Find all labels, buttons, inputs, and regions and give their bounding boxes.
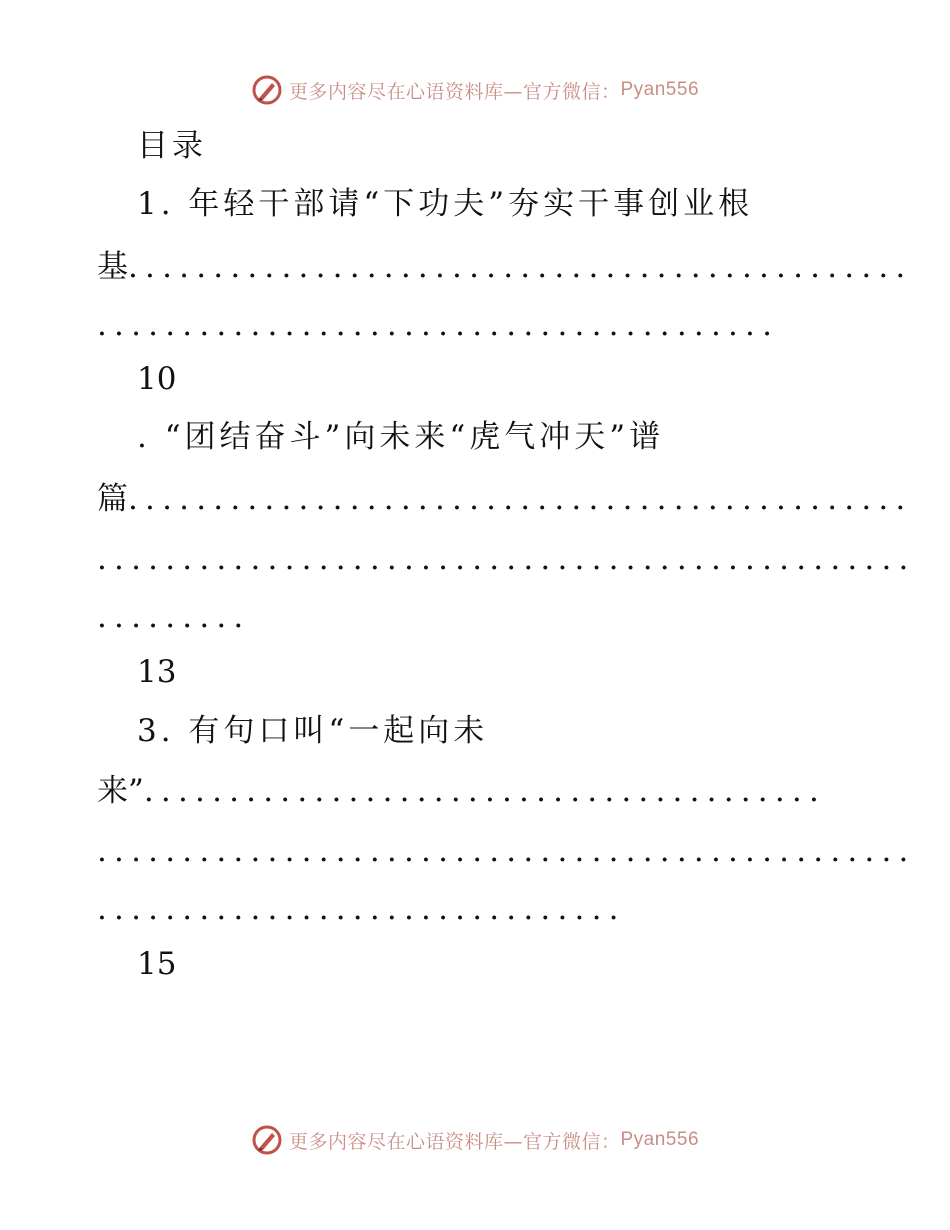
toc-entry-3-title-cont: 来”	[97, 773, 144, 809]
toc-entry-1-dots: ..............................................	[128, 249, 913, 285]
toc-entry-3-dots-3: ...............................	[97, 891, 626, 927]
toc-entry-1-leader	[0, 238, 950, 296]
footer-banner-text: 更多内容尽在心语资料库—官方微信：	[288, 1130, 621, 1153]
header-wechat-id: Pyan556	[620, 79, 700, 100]
toc-entry-1-dots-2: ........................................	[97, 307, 780, 343]
toc-entry-1-title-cont: 基	[97, 249, 128, 285]
header-banner-text: 更多内容尽在心语资料库—官方微信：	[288, 80, 621, 103]
toc-entry-2-title: . “团结奋斗”向未来“虎气冲天”谱	[137, 419, 665, 455]
toc-entry-2-dots: ..............................................	[128, 481, 913, 517]
toc-entry-2-dots-3: .........	[97, 599, 251, 635]
toc-entry-2-page: 13	[137, 654, 177, 690]
toc-entry-3-leader	[0, 762, 950, 820]
toc-entry-3-title: 3. 有句口叫“一起向未	[137, 713, 489, 749]
toc-entry-2-dots-2: ................................................	[97, 541, 916, 577]
toc-entry-3-dots-2: ................................................	[97, 833, 916, 869]
footer-banner	[0, 1120, 950, 1160]
footer-wechat-id: Pyan556	[620, 1129, 700, 1150]
toc-entry-1-page: 10	[137, 361, 177, 397]
toc-entry-3-dots: ........................................	[143, 773, 827, 809]
toc-entry-2-title-cont: 篇	[97, 481, 128, 517]
header-banner	[0, 70, 950, 110]
toc-title: 目录	[137, 128, 207, 164]
pen-logo-icon	[251, 74, 283, 106]
pen-logo-icon	[251, 1124, 283, 1156]
toc-entry-3-page: 15	[137, 946, 177, 982]
toc-entry-1-title: 1. 年轻干部请“下功夫”夯实干事创业根	[137, 186, 754, 222]
toc-entry-2-leader	[0, 470, 950, 528]
